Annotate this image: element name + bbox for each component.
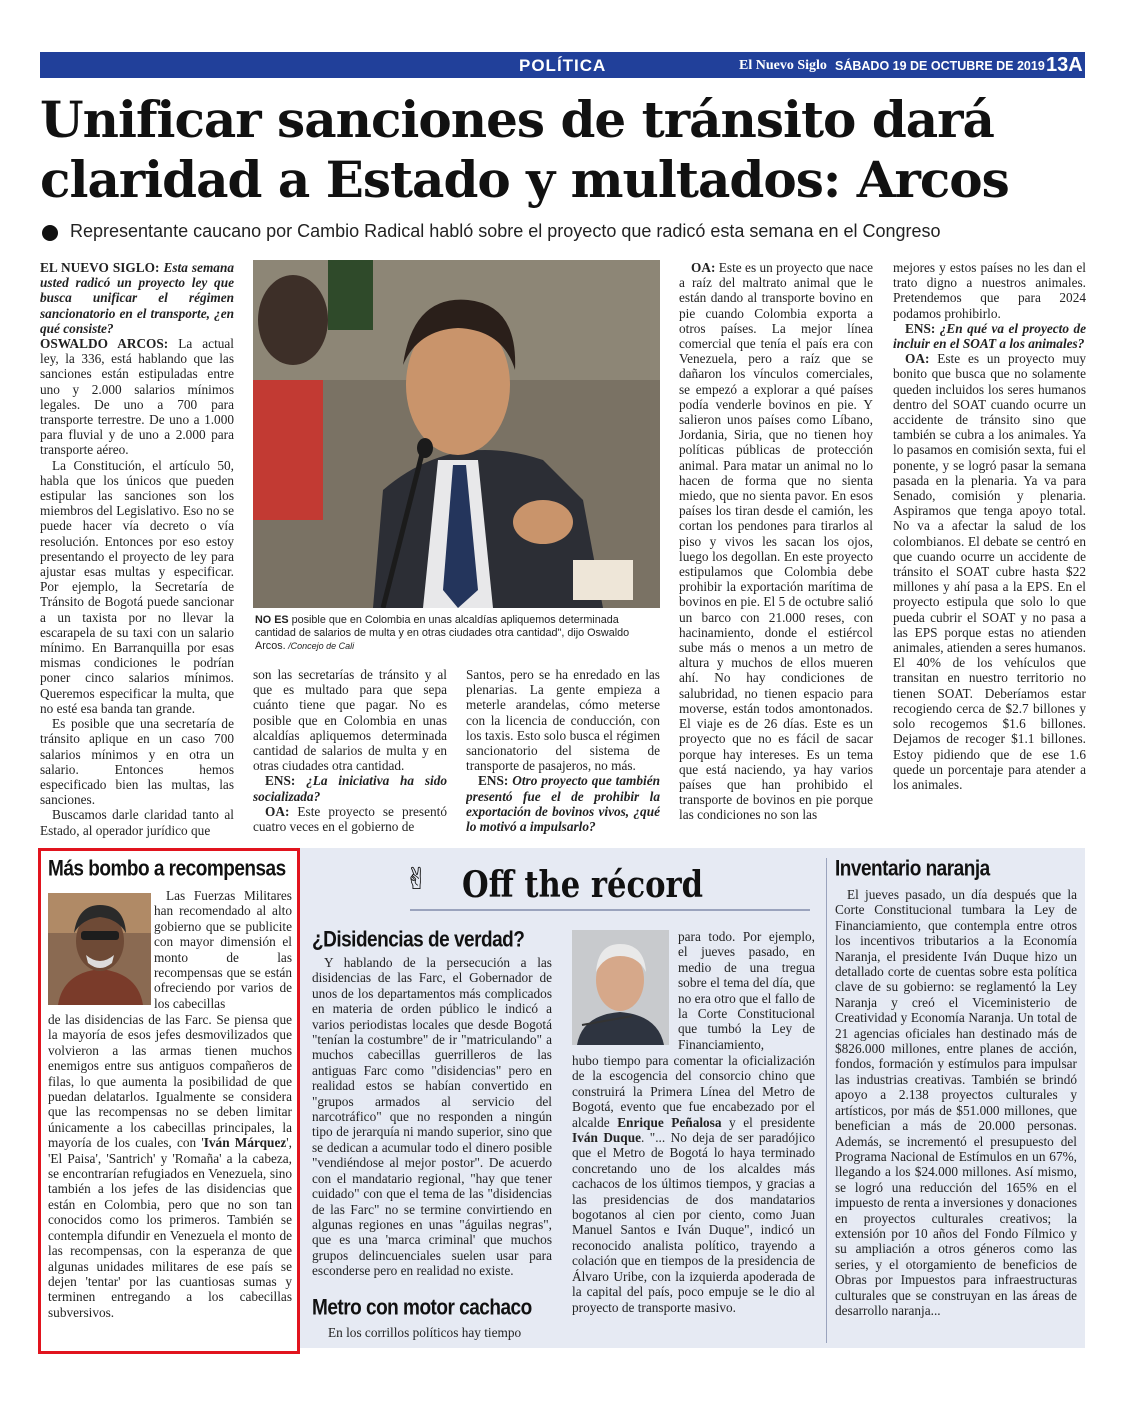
article-column-4 <box>679 260 873 838</box>
item-2-title: Metro con motor cachaco <box>312 1296 532 1321</box>
item-1-text: Y hablando de la persecución a las disidencias de las Farc, el Gobernador de unos de los departamentos más complicados en materia de orden público le indicó a varios periodistas locales que desde Bogotá "tenían la costumbre" de ir "matriculando" a muchos cabecillas guerrilleros de las antiguas Farc como "disidencias" pero en realidad estos se habían convertido en "grupos armados al servicio del narcotráfico" que no responden a ningún tipo de jerarquía ni mando superior, sino que se dedican a acumular todo el dinero posible "vendiéndose al mejor postor". De acuerdo con el mandatario regional, "hay que tener cuidado" con que el tema de las "disidencias de las Farc" no se termine convirtiendo en algunas regiones en unas "águilas negras", que es una 'marca criminal' que muchos grupos delincuenciales suelen usar para esconderse pero en realidad no existe. <box>312 955 552 1279</box>
paragraph: Santos, pero se ha enredado en las plenarias. La gente empieza a meterle arandelas, cómo meterse con la licencia de conducción, con los taxis. Esto solo busca el régimen sancionatorio del sistema de transporte de pasajeros, no más. <box>466 667 660 774</box>
paragraph: son las secretarías de tránsito y al que es multado para que sepa cuánto tiene que pagar. No es posible que en Colombia en unas alcaldías apliquemos determinada cantidad de salarios de multa y en otras ciudades otra cantidad. <box>253 667 447 774</box>
article-column-1 <box>40 260 234 838</box>
article-headline <box>40 90 1085 210</box>
headline-line-1: Unificar sanciones de tránsito dará <box>40 90 994 149</box>
newspaper-masthead: El Nuevo Siglo <box>739 58 827 73</box>
photo-credit: /Concejo de Cali <box>285 641 355 651</box>
item-1-title: ¿Disidencias de verdad? <box>312 928 525 953</box>
paragraph: mejores y estos países no les dan el trato digno a nuestros animales. Pretendemos que para 2024 podamos prohibirlo. <box>893 260 1086 321</box>
photo-oswaldo-arcos <box>253 260 660 608</box>
paragraph: Es posible que una secretaría de tránsito aplique en un caso 700 salarios mínimos y en otra un salario. Entonces hemos especificado bien las multas, las sanciones. <box>40 716 234 808</box>
paragraph: La Constitución, el artículo 50, habla que los únicos que pueden estipular las sanciones son los miembros del Legislativo. Eso no se puede hacer vía decreto o vía resolución. Entonces por eso estoy presentando el proyecto de ley para ajustar esas multas y especificar. Por ejemplo, la Secretaría de Tránsito de Bogotá puede sancionar a un taxista por no llevar la escarapela de su taxi con un salario mínimo. En Barranquilla por esas mismas condiciones le podrían poner cinco salarios mínimos. Queremos especificar la multa, que no esté esa banda tan grande. <box>40 457 234 716</box>
article-photo <box>253 260 660 608</box>
photo-caption: NO ES posible que en Colombia en unas alcaldías apliquemos determinada cantidad de salarios de multa y en otras ciudades otra cantidad", dijo Oswaldo Arcos. /Concejo de Cali <box>255 614 630 652</box>
item-2-text-body: hubo tiempo para comentar la oficialización de la escogencia del consorcio chino que construirá la Primera Línea del Metro de Bogotá, evento que fue encabezado por el alcalde Enrique Peñalosa y el presidente Iván Duque. "... No deja de ser paradójico que el Metro de Bogotá lo haya terminado concretando uno de los alcaldes más cachacos de los últimos tiempos, y gracias a las presidencias de dos mandatarios bogotanos al cien por ciento, como Juan Manuel Santos e Iván Duque", indicó un reconocido analista político, trayendo a colación que en tiempos de la presidencia de Álvaro Uribe, con la izquierda apoderada de la capital del país, poco empuje se le dio al proyecto de transporte masivo. <box>572 1053 815 1315</box>
photo-ivan-marquez <box>48 893 151 1005</box>
answer-3: OA: Este es un proyecto que nace a raíz del maltrato animal que le están dando al transporte bovino en pie cuando Colombia exporta a otros países. La mejor línea comercial que tenía el país era con Venezuela, pero a raíz que se dañaron los vínculos comerciales, se empezó a explorar a qué países podía venderle bovinos en pie. Y salieron unos países como Líbano, Jordania, Siria, que no tienen hoy políticas públicas de protección animal. Para matar un animal no lo hacen de forma que no sienta miedo, que no sienta pavor. En esos países los tiran desde el camión, les cortan los pendones para tirarlos al piso y vivos les sacan los ojos, luego los degollan. En este proyecto estipulamos que Colombia debe prohibir la exportación marítima de bovinos en pie. El 5 de octubre salió un barco con 21.000 reses, con hacinamiento, donde el estiércol sube más o menos a un metro de altura y muchos de ellos mueren ahí. No hay condiciones de salubridad, no tienen espacio para moverse, están todos amontonados. El viaje es de 26 días. Este es un proyecto que no es fácil de sacar porque hay intereses. Es un tema que está naciendo, ya hay varios países que han prohibido el transporte de bovinos en pie porque las condiciones no son las <box>679 260 873 823</box>
title-divider <box>410 909 810 911</box>
paragraph: Buscamos darle claridad tanto al Estado, al operador jurídico que <box>40 807 234 838</box>
question-2: ENS: ¿La iniciativa ha sido socializada? <box>253 773 447 804</box>
sidebar-text-body: de las disidencias de las Farc. Se piensa que la mayoría de esos jefes desmovilizados que volvieron a las armas tienen muchos enemigos entre sus antiguos compañeros de filas, lo que aumenta la posibilidad de que puedan delatarlos. Igualmente se considera que las recompensas no se deben limitar únicamente a los cabecillas principales, la mayoría de los cuales, con 'Iván Márquez', 'El Paisa', 'Santrich' y 'Romaña' a la cabeza, se encontrarían refugiados en Venezuela, sino también a los jefes de las disidencias que están en Colombia, pero que no son tan conocidos como los primeros. También se contempla difundir en Venezuela el monto de las recompensas, con la esperanza de que algunas unidades militares de ese país se dejen 'tentar' por las cuantiosas sumas y terminen entregando a los cabecillas subversivos. <box>48 1012 292 1320</box>
portrait-image <box>572 930 669 1045</box>
victory-hand-icon: ✌ <box>404 862 430 897</box>
sidebar-right-text: El jueves pasado, un día después que la Corte Constitucional tumbara la Ley de Financiamiento, que contempla entre otros los incentivos tributarios a la Economía Naranja, el presidente Iván Duque hizo un detallado corte de cuentas sobre esta política clave de su gobierno: se reglamentó la Ley Naranja y creó el Viceministerio de Creatividad y Economía Naranja. Un total de 21 agencias oficiales han destinado más de $826.000 millones, entre planes de acción, fondos, formación y estímulos para impulsar las industrias creativas. También se brindó apoyo a 2.138 proyectos culturales y artísticos, por más de $51.000 millones, que benefician a más de 20.000 personas. Además, se incrementó el presupuesto del Programa Nacional de Estímulos en un 67%, llegando a los $24.000 millones. Así mismo, se logró una reducción del 165% en el impuesto de renta a inversiones y donaciones en proyectos culturales creativos; la extensión por 10 años del Fondo Fílmico y su ampliación a otros géneros como las series, y el otorgamiento de beneficios de Obras por Impuestos para infraestructuras culturales que se construyan en las áreas de desarrollo naranja... <box>835 887 1077 1318</box>
article-column-5 <box>893 260 1086 838</box>
question-1: EL NUEVO SIGLO: Esta semana usted radicó un proyecto ley que busca unificar el régimen sancionatorio en el transporte, ¿en qué consiste? <box>40 260 234 336</box>
answer-2: OA: Este proyecto se presentó cuatro veces en el gobierno de <box>253 803 447 835</box>
photo-enrique-penalosa <box>572 930 669 1045</box>
answer-1: OSWALDO ARCOS: La actual ley, la 336, está hablando que las sanciones están estipuladas entre uno y 2.000 salarios mínimos legales. De uno a 700 para transporte terrestre. De uno a 1.000 para fluvial y de uno a 2.000 para transporte aéreo. <box>40 336 234 458</box>
answer-4: OA: Este es un proyecto muy bonito que busca que no solamente queden incluidos los seres humanos dentro del SOAT cuando ocurre un accidente de tránsito sino que también se cubra a los animales. Ya lo pasamos en comisión sexta, fui el ponente, y se logró pasar la semana pasada en la plenaria. Ya va para Senado, comisión y plenaria. Aspiramos que tenga apoyo total. No va a afectar la salud de los colombianos. El debate se centró en que cuando ocurre un accidente de tránsito el SOAT cubre hasta $22 millones y ahí pasa a la EPS. En el proyecto estipula que solo lo que pueda cubrir el SOAT y no pasa a las EPS porque estas no atienden animales, atienden a seres humanos. El 40% de los vehículos que transitan en nuestro territorio no tienen SOAT. Deberíamos estar recogiendo cerca de $2.7 billones y solo recogemos $1.6 billones. Dejamos de recoger $1.1 billones. Estoy pidiendo que de ese 1.6 quede un porcentaje para atender a los animales. <box>893 351 1086 792</box>
subhead-bullet-icon <box>42 225 58 241</box>
article-column-2 <box>253 667 447 838</box>
sidebar-text-top: Las Fuerzas Militares han recomendado al alto gobierno que se publicite con mayor dimensión el monto de las recompensas que se están ofreciendo por varios de los cabecillas <box>154 888 292 1011</box>
page-number: 13A <box>1046 54 1083 76</box>
article-column-3 <box>466 667 660 838</box>
headline-line-2: claridad a Estado y multados: Arcos <box>40 150 1009 209</box>
item-2-text-top: para todo. Por ejemplo, el jueves pasado, en medio de una tregua sobre el tema del día, que no era otro que el fallo de la Corte Constitucional que tumbó la Ley de Financiamiento, <box>678 929 815 1052</box>
sidebar-right-title: Inventario naranja <box>835 857 990 882</box>
question-4: ENS: ¿En qué va el proyecto de incluir en el SOAT a los animales? <box>893 320 1086 352</box>
portrait-image <box>48 893 151 1005</box>
section-name: POLÍTICA <box>519 56 607 75</box>
article-subhead: Representante caucano por Cambio Radical habló sobre el proyecto que radicó esta semana en el Congreso <box>70 221 941 241</box>
column-divider <box>826 858 827 1343</box>
item-2-text-start: En los corrillos políticos hay tiempo <box>328 1325 522 1340</box>
issue-date: SÁBADO 19 DE OCTUBRE DE 2019 <box>835 59 1045 73</box>
question-3: ENS: Otro proyecto que también presentó fue el de prohibir la exportación de bovinos vivos, ¿qué lo motivó a impulsarlo? <box>466 773 660 835</box>
off-the-record-title: Off the récord <box>462 864 704 906</box>
sidebar-title: Más bombo a recompensas <box>48 857 286 882</box>
